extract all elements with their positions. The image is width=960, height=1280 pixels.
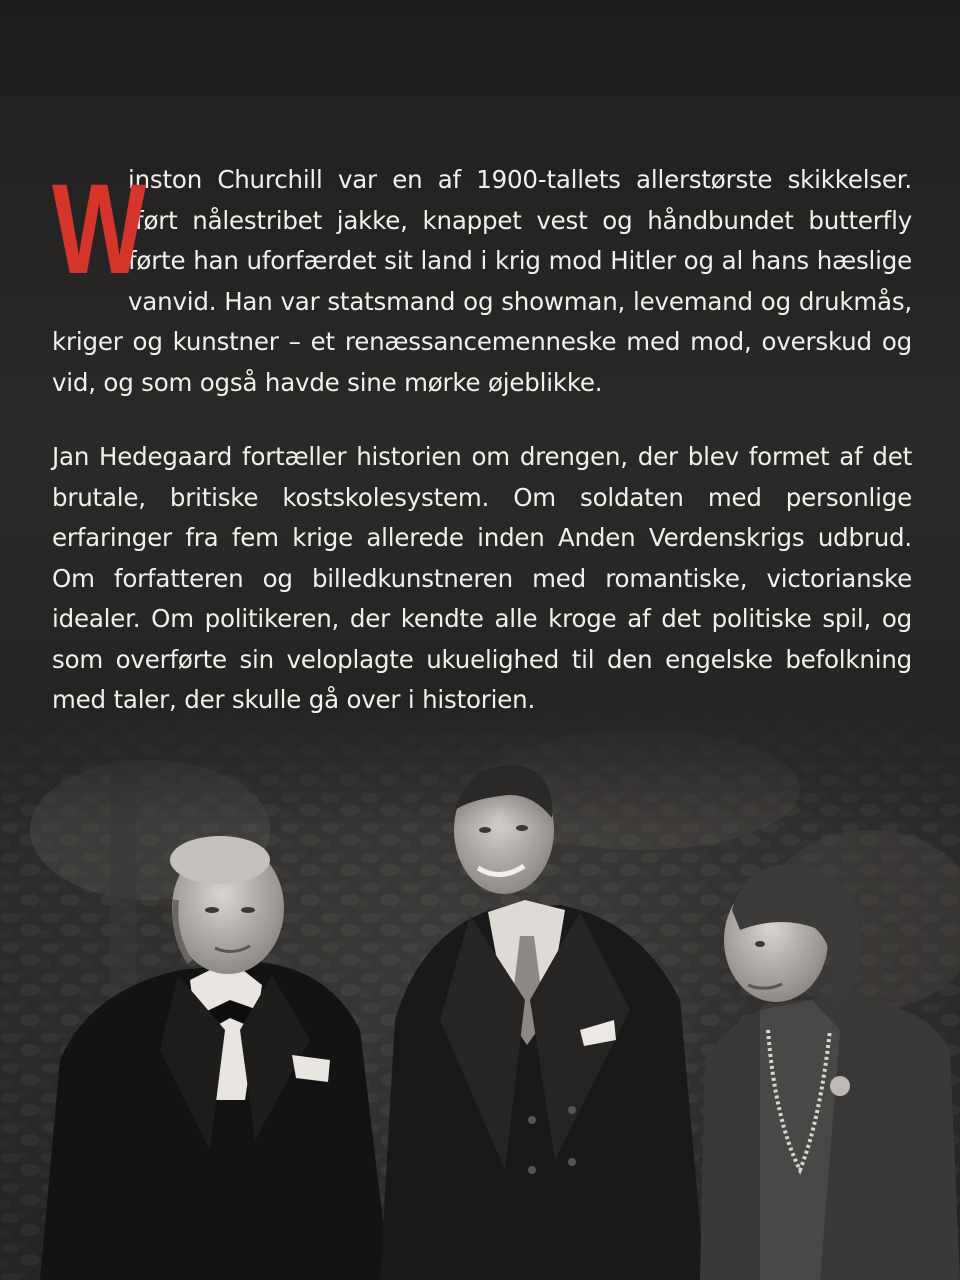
blurb-paragraph-1-text: inston Churchill var en af 1900-tallets allerstørste skikkelser. Iført nålestribet jakke, knappet vest og håndbundet butterfly førte han uforfærdet sit land i krig mod Hitler og al hans hæslige vanvid. Han var statsmand og showman, levemand og drukmås, kriger og kunstner – et renæssancemenneske med mod, overskud og vid, og som også havde sine mørke øjeblikke.	[52, 165, 912, 397]
blurb-text	[52, 160, 912, 721]
drop-cap-letter: W	[52, 158, 144, 301]
blurb-paragraph-1	[52, 160, 912, 403]
historical-photo	[0, 700, 960, 1280]
blurb-paragraph-2: Jan Hedegaard fortæller historien om drengen, der blev formet af det brutale, britiske kostskolesystem. Om soldaten med personlige erfaringer fra fem krige allerede inden Anden Verdenskrigs udbrud. Om forfatteren og billedkunstneren med romantiske, victorianske idealer. Om politikeren, der kendte alle kroge af det politiske spil, og som overførte sin veloplagte ukuelighed til den engelske befolkning med taler, der skulle gå over i historien.	[52, 442, 912, 714]
